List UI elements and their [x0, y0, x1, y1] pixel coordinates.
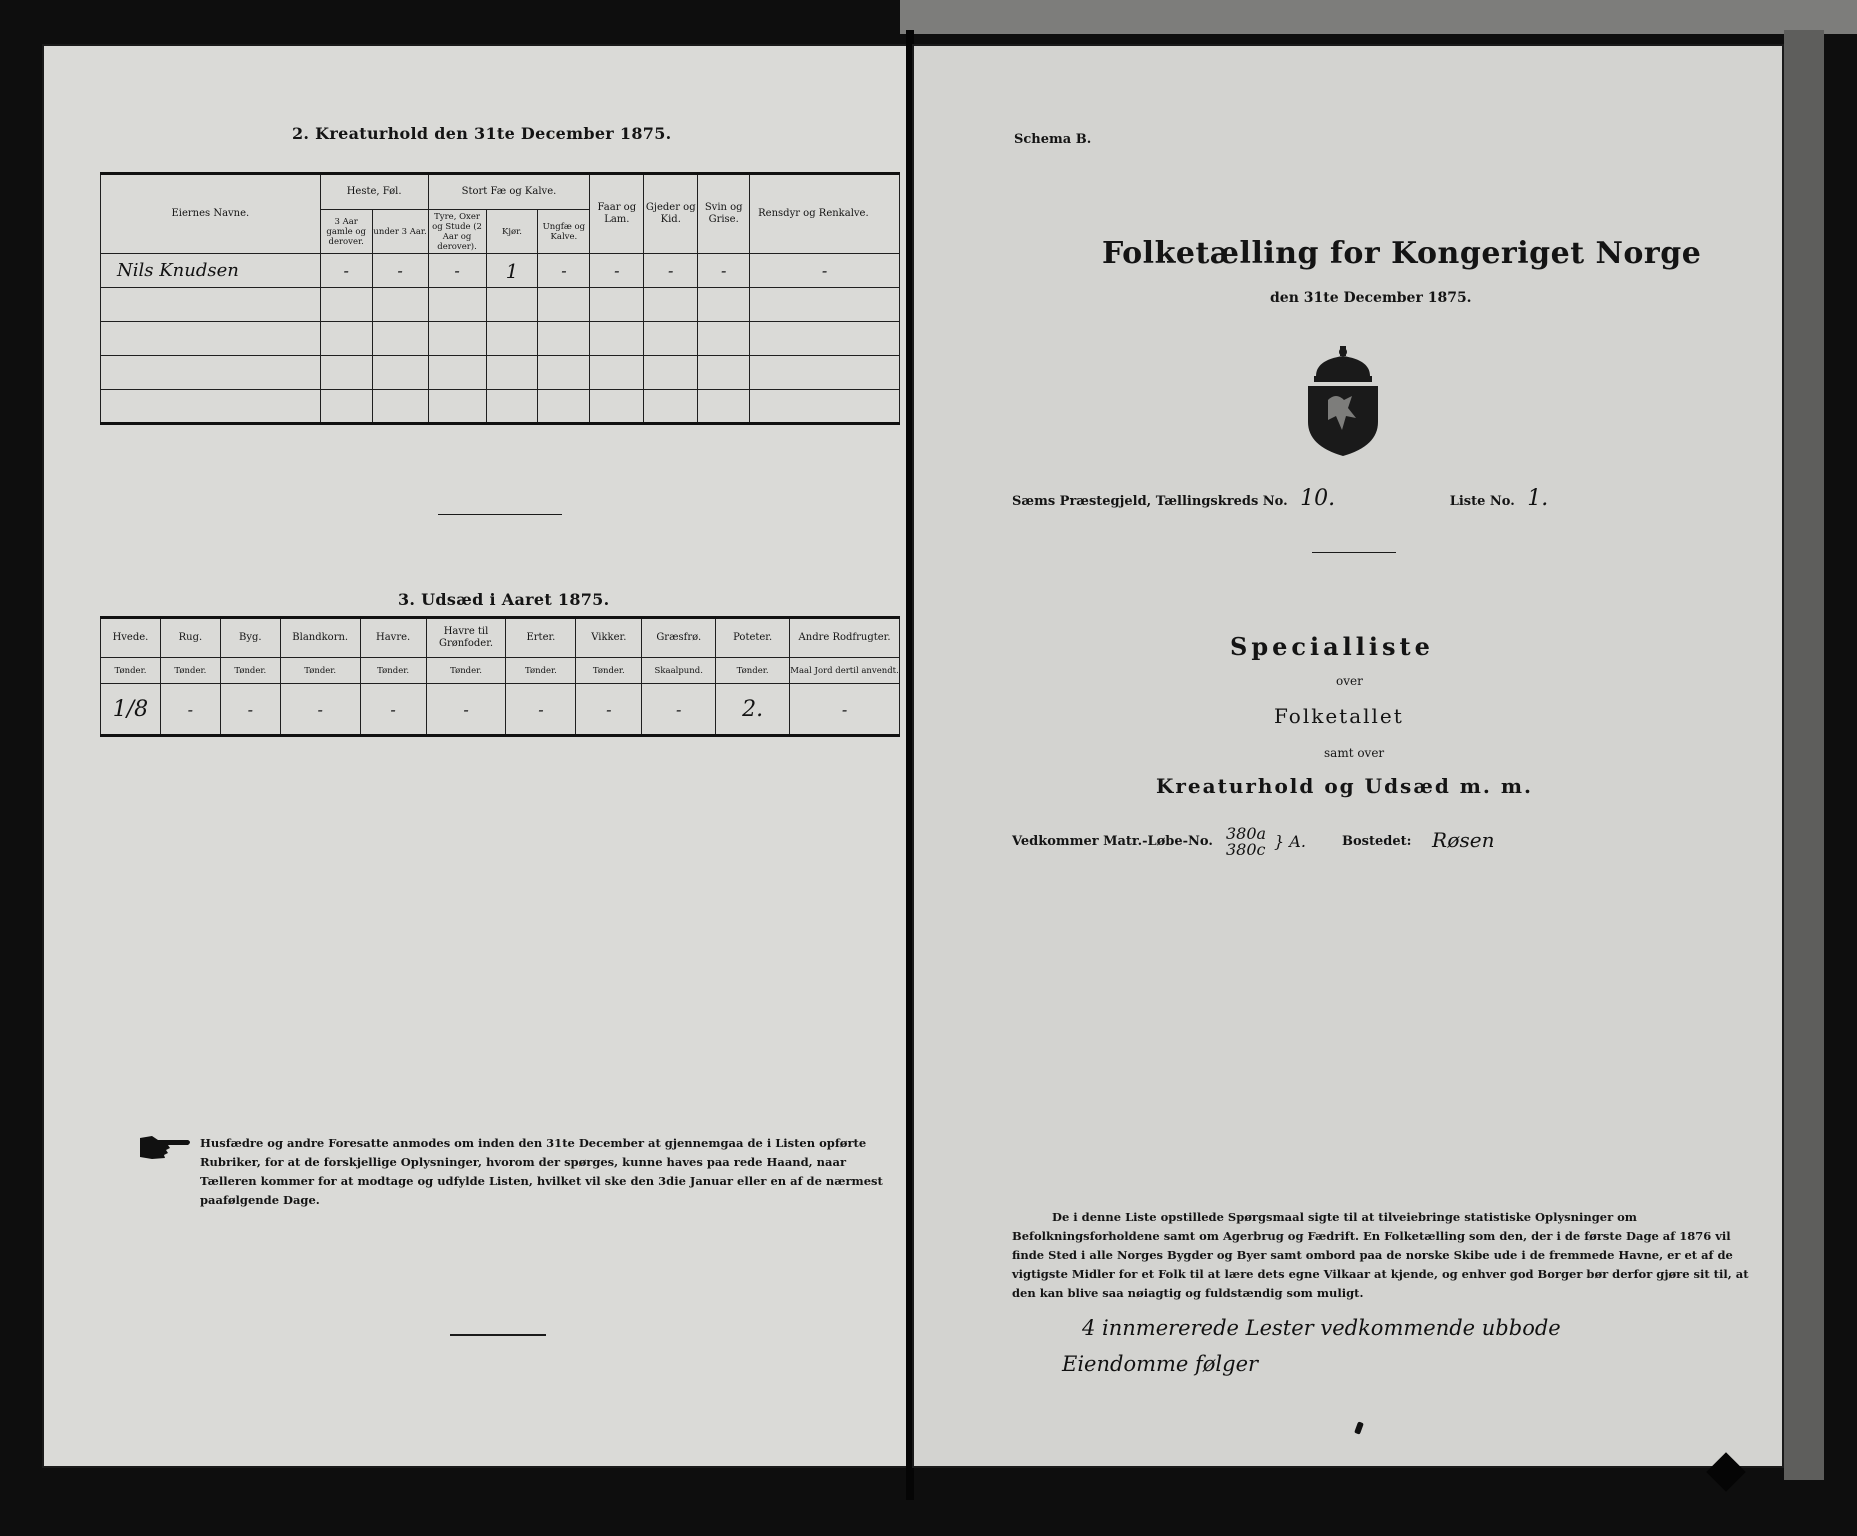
value-cell: -: [372, 254, 428, 288]
unit-label: Tønder.: [506, 658, 576, 684]
table-row: [101, 254, 900, 288]
value-cell: 2.: [716, 684, 790, 736]
value-cell: -: [360, 684, 426, 736]
value-cell: -: [538, 254, 590, 288]
crop-header: Poteter.: [716, 618, 790, 658]
divider: [450, 1334, 546, 1336]
value-cell: -: [426, 684, 506, 736]
crop-header: Hvede.: [101, 618, 161, 658]
value-cell: 1/8: [101, 684, 161, 736]
pointing-hand-icon: [138, 1132, 192, 1162]
value-cell: -: [644, 254, 698, 288]
folketallet-heading: Folketallet: [1274, 704, 1404, 728]
parish-line: [1012, 486, 1752, 511]
crop-header: Havre.: [360, 618, 426, 658]
crop-header: Vikker.: [576, 618, 642, 658]
value-cell: -: [750, 254, 900, 288]
schema-label: Schema B.: [1014, 132, 1092, 147]
value-cell: -: [576, 684, 642, 736]
table-row: [101, 684, 900, 736]
unit-label: Tønder.: [360, 658, 426, 684]
matr-line: [1012, 824, 1772, 859]
value-cell: 1: [486, 254, 538, 288]
crop-header: Blandkorn.: [280, 618, 360, 658]
matr-label: Vedkommer Matr.-Løbe-No.: [1012, 834, 1213, 849]
crop-header: Rug.: [160, 618, 220, 658]
value-cell: -: [590, 254, 644, 288]
date-line: den 31te December 1875.: [1270, 290, 1472, 306]
tyre-header: Tyre, Oxer og Stude (2 Aar og derover).: [428, 210, 486, 254]
matr-value-bottom: 380c: [1226, 840, 1266, 859]
ink-mark: [1354, 1421, 1364, 1434]
faar-header: Faar og Lam.: [590, 174, 644, 254]
value-cell: -: [506, 684, 576, 736]
matr-suffix: } A.: [1274, 832, 1306, 851]
divider: [438, 514, 562, 515]
owner-header: Eiernes Navne.: [101, 174, 321, 254]
coat-of-arms-icon: [1302, 346, 1384, 458]
unit-label: Tønder.: [716, 658, 790, 684]
gjeder-header: Gjeder og Kid.: [644, 174, 698, 254]
crop-header: Erter.: [506, 618, 576, 658]
handwritten-note-line1: 4 innmererede Lester vedkommende ubbode: [1082, 1316, 1561, 1340]
matr-value-top: 380a: [1226, 824, 1267, 843]
intro-text: De i denne Liste opstillede Spørgsmaal sigte til at tilveiebringe statistiske Oplysninger om Befolkningsforholdene samt om Agerbrug og Fædrift. En Folketælling som den, der i de første Dage af 1876 vil finde Sted i alle Norges Bygder og Byer samt ombord paa de norske Skibe ude i de fremmede Havne, er et af de vigtigste Midler for et Folk til at lære dets egne Vilkaar at kjende, og enhver god Borger bør derfor gjøre sit til, at den kan blive saa nøiagtig og fuldstændig som muligt.: [1012, 1210, 1749, 1300]
bosted-value: Røsen: [1432, 828, 1495, 852]
left-page: [42, 44, 908, 1468]
crop-header: Byg.: [220, 618, 280, 658]
owner-name: Nils Knudsen: [101, 254, 321, 288]
liste-number: 1.: [1527, 486, 1549, 511]
liste-label: Liste No.: [1449, 494, 1515, 509]
value-cell: -: [280, 684, 360, 736]
heste-adult-header: 3 Aar gamle og derover.: [320, 210, 372, 254]
kjor-header: Kjør.: [486, 210, 538, 254]
unit-label: Tønder.: [280, 658, 360, 684]
parish-label: Sæms Præstegjeld, Tællingskreds No.: [1012, 494, 1288, 509]
divider: [1312, 552, 1396, 553]
samt-over-text: samt over: [1324, 746, 1385, 760]
rensdyr-header: Rensdyr og Renkalve.: [750, 174, 900, 254]
unit-label: Tønder.: [426, 658, 506, 684]
crop-header: Andre Rodfrugter.: [790, 618, 900, 658]
handwritten-note-line2: Eiendomme følger: [1062, 1352, 1259, 1376]
unit-label: Maal Jord dertil anvendt.: [790, 658, 900, 684]
value-cell: -: [790, 684, 900, 736]
page-edge-right: [1784, 30, 1824, 1480]
bosted-label: Bostedet:: [1342, 834, 1412, 849]
ungfae-header: Ungfæ og Kalve.: [538, 210, 590, 254]
value-cell: -: [160, 684, 220, 736]
value-cell: -: [698, 254, 750, 288]
instruction-notice: Husfædre og andre Foresatte anmodes om inden den 31te December at gjennemgaa de i Listen opførte Rubriker, for at de forskjellige Oplysninger, hvorom der spørges, kunne haves paa rede Haand, naar Tælleren kommer for at modtage og udfylde Listen, hvilket vil ske den 3die Januar eller en af de nærmest paafølgende Dage.: [200, 1136, 883, 1207]
kreds-number: 10.: [1300, 486, 1336, 511]
right-page: [912, 44, 1784, 1468]
udsaed-unit-row: [101, 658, 900, 684]
main-title: Folketælling for Kongeriget Norge: [1102, 236, 1702, 271]
unit-label: Tønder.: [160, 658, 220, 684]
kreaturhold-heading: Kreaturhold og Udsæd m. m.: [1156, 774, 1533, 798]
stort-fae-header: Stort Fæ og Kalve.: [428, 174, 590, 210]
unit-label: Tønder.: [220, 658, 280, 684]
crop-header: Græsfrø.: [642, 618, 716, 658]
over-text: over: [1336, 674, 1363, 688]
crop-header: Havre til Grønfoder.: [426, 618, 506, 658]
value-cell: -: [220, 684, 280, 736]
value-cell: -: [642, 684, 716, 736]
unit-label: Skaalpund.: [642, 658, 716, 684]
heste-header: Heste, Føl.: [320, 174, 428, 210]
section3-title: 3. Udsæd i Aaret 1875.: [398, 590, 610, 609]
unit-label: Tønder.: [576, 658, 642, 684]
page-edge-top: [900, 0, 1857, 34]
section2-title: 2. Kreaturhold den 31te December 1875.: [292, 124, 672, 143]
unit-label: Tønder.: [101, 658, 161, 684]
value-cell: -: [428, 254, 486, 288]
udsaed-header-row: [101, 618, 900, 658]
udsaed-table: [100, 616, 900, 737]
value-cell: -: [320, 254, 372, 288]
kreaturhold-table: [100, 172, 900, 425]
specialliste-heading: Specialliste: [1230, 632, 1434, 661]
heste-young-header: under 3 Aar.: [372, 210, 428, 254]
svin-header: Svin og Grise.: [698, 174, 750, 254]
